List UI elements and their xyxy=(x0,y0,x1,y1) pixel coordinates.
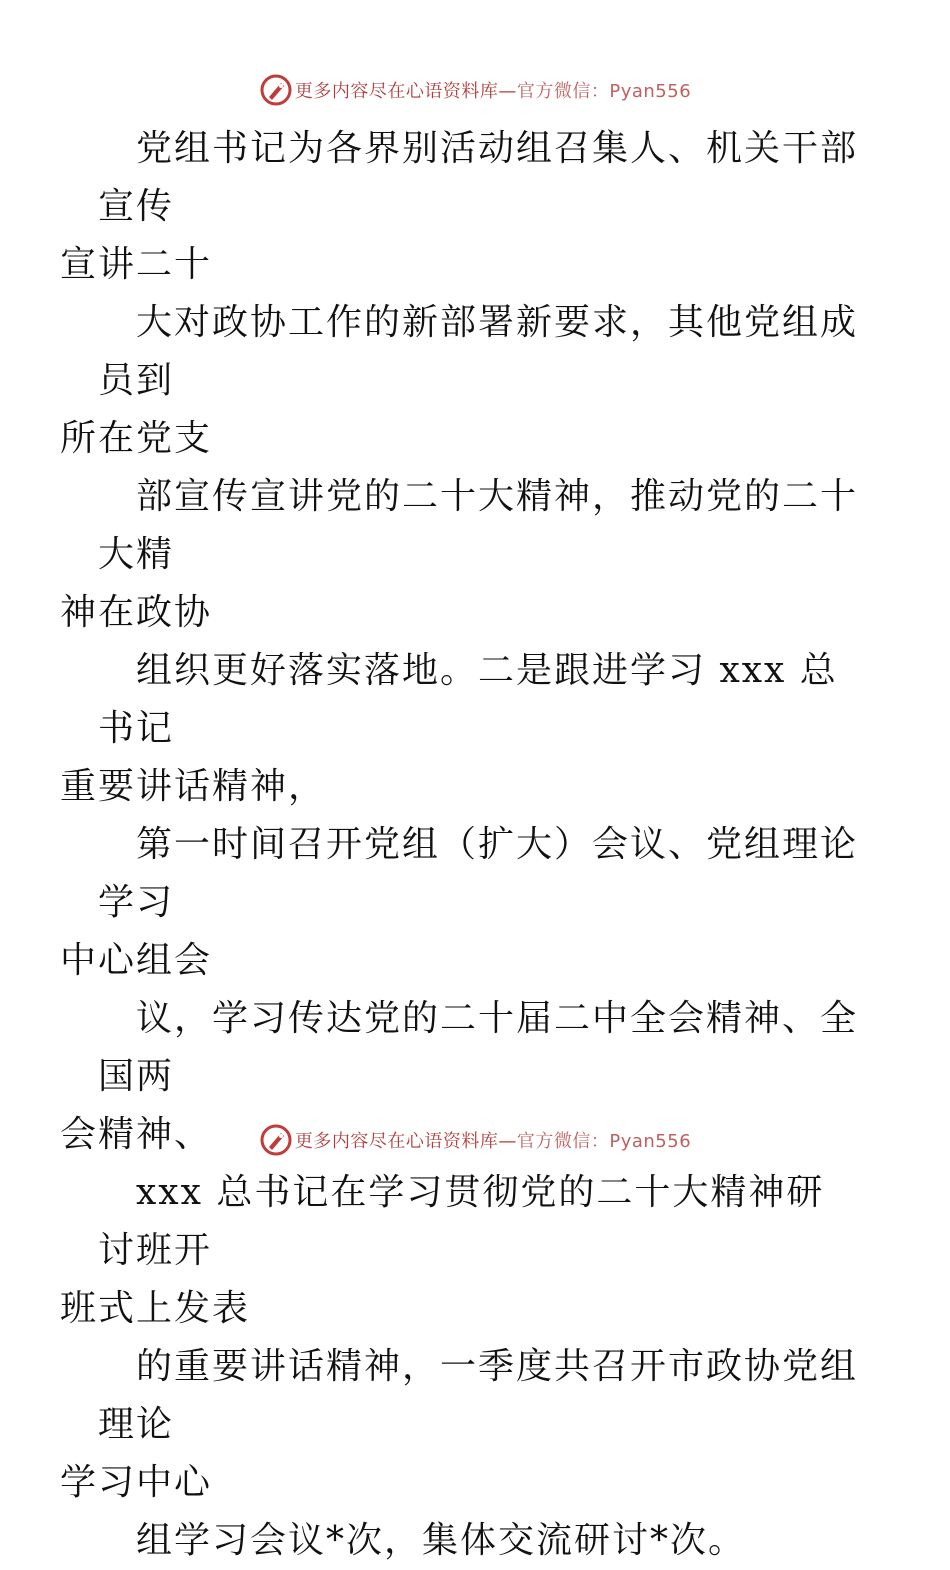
paragraph-line: 议，学习传达党的二十届二中全会精神、全国两 xyxy=(98,998,859,1097)
footer-banner xyxy=(0,1120,950,1160)
banner-dash: — xyxy=(498,1131,517,1152)
banner-wechat-label: 官方微信： xyxy=(516,81,610,102)
paragraph-line: 所在党支 xyxy=(60,418,213,459)
paragraph-line: 班式上发表 xyxy=(60,1288,251,1329)
banner-title: 更多内容尽在心语资料库 xyxy=(294,81,499,102)
paragraph-5 xyxy=(60,816,859,990)
paragraph-line: 党组书记为各界别活动组召集人、机关干部宣传 xyxy=(98,128,859,227)
banner-dash: — xyxy=(498,81,517,102)
pen-nib-logo-icon xyxy=(259,73,293,107)
paragraph-line: 的重要讲话精神，一季度共召开市政协党组理论 xyxy=(98,1346,859,1445)
paragraph-4 xyxy=(60,642,858,816)
paragraph-line: 会精神、 xyxy=(60,1114,213,1155)
paragraph-9 xyxy=(98,1512,858,1570)
paragraph-line: 神在政协 xyxy=(60,592,213,633)
banner-wechat-id: Pyan556 xyxy=(609,81,692,102)
banner-wechat-label: 官方微信： xyxy=(516,1131,610,1152)
paragraph-line: 重要讲话精神， xyxy=(60,766,327,807)
paragraph-line: 学习中心 xyxy=(60,1462,213,1503)
paragraph-7 xyxy=(60,1164,858,1338)
paragraph-line: 第一时间召开党组（扩大）会议、党组理论学习 xyxy=(98,824,859,923)
paragraph-line: 部宣传宣讲党的二十大精神，推动党的二十大精 xyxy=(98,476,859,575)
pen-nib-logo-icon xyxy=(259,1123,293,1157)
header-banner xyxy=(0,70,950,110)
paragraph-8 xyxy=(60,1338,859,1512)
banner-wechat-id: Pyan556 xyxy=(609,1131,692,1152)
paragraph-2 xyxy=(60,294,859,468)
paragraph-1 xyxy=(60,120,859,294)
header-banner-text xyxy=(295,77,691,103)
paragraph-line: 大对政协工作的新部署新要求，其他党组成员到 xyxy=(98,302,859,401)
paragraph-line: xxx 总书记在学习贯彻党的二十大精神研讨班开 xyxy=(98,1172,825,1271)
banner-title: 更多内容尽在心语资料库 xyxy=(294,1131,499,1152)
paragraph-line: 中心组会 xyxy=(60,940,213,981)
paragraph-line: 组学习会议*次，集体交流研讨*次。 xyxy=(136,1520,747,1561)
paragraph-3 xyxy=(60,468,859,642)
paragraph-line: 组织更好落实落地。二是跟进学习 xxx 总书记 xyxy=(98,650,838,749)
footer-banner-text xyxy=(295,1127,691,1153)
document-body xyxy=(60,120,859,1570)
paragraph-line: 宣讲二十 xyxy=(60,244,213,285)
